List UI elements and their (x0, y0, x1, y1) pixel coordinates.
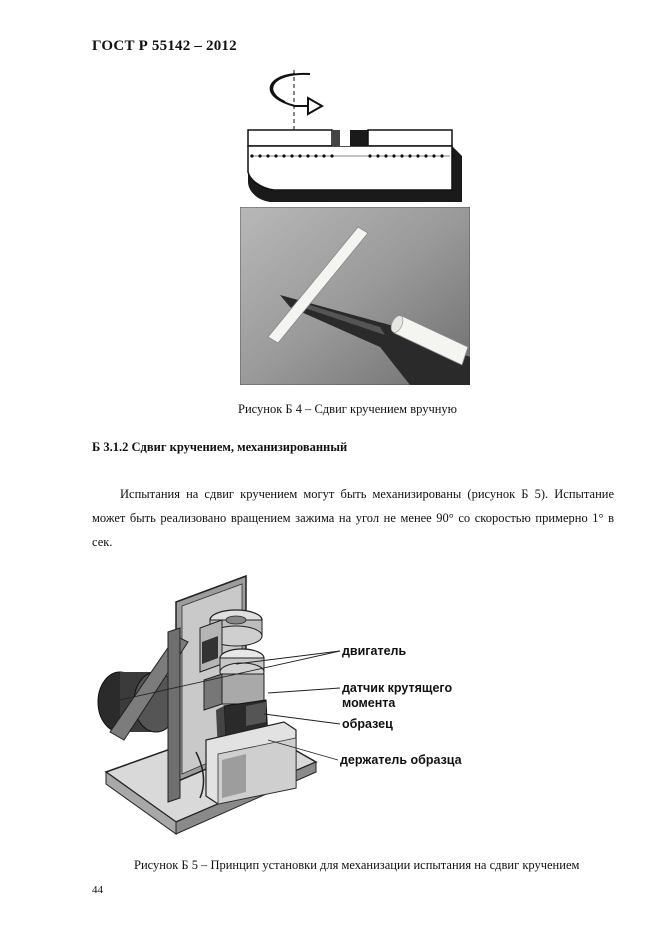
specimen-block-shape (248, 130, 462, 202)
rotation-arrow-icon (271, 74, 322, 114)
figure-4-caption: Рисунок Б 4 – Сдвиг кручением вручную (238, 402, 458, 416)
section-heading: Б 3.1.2 Сдвиг кручением, механизированный (92, 440, 348, 454)
label-sample-holder: держатель образца (340, 753, 462, 767)
torsion-schematic-diagram (240, 62, 470, 207)
document-header: ГОСТ Р 55142 – 2012 (92, 38, 237, 54)
label-torque-sensor-line2: момента (342, 696, 396, 710)
mechanized-setup-illustration (96, 572, 326, 840)
figure-5-caption: Рисунок Б 5 – Принцип установки для механизации испытания на сдвиг кручением (134, 858, 580, 872)
label-sample: образец (342, 717, 393, 731)
manual-torsion-photo (240, 207, 470, 385)
label-torque-sensor-line1: датчик крутящего (342, 681, 453, 695)
label-torque-sensor (342, 681, 452, 711)
label-motor: двигатель (342, 644, 407, 658)
page-number: 44 (92, 884, 103, 896)
body-paragraph (92, 482, 614, 554)
body-paragraph-text: Испытания на сдвиг кручением могут быть механизированы (рисунок Б 5). Испытание может быть реализовано вращением зажима на угол не менее 90° со скоростью примерно 1° в сек. (92, 487, 614, 549)
